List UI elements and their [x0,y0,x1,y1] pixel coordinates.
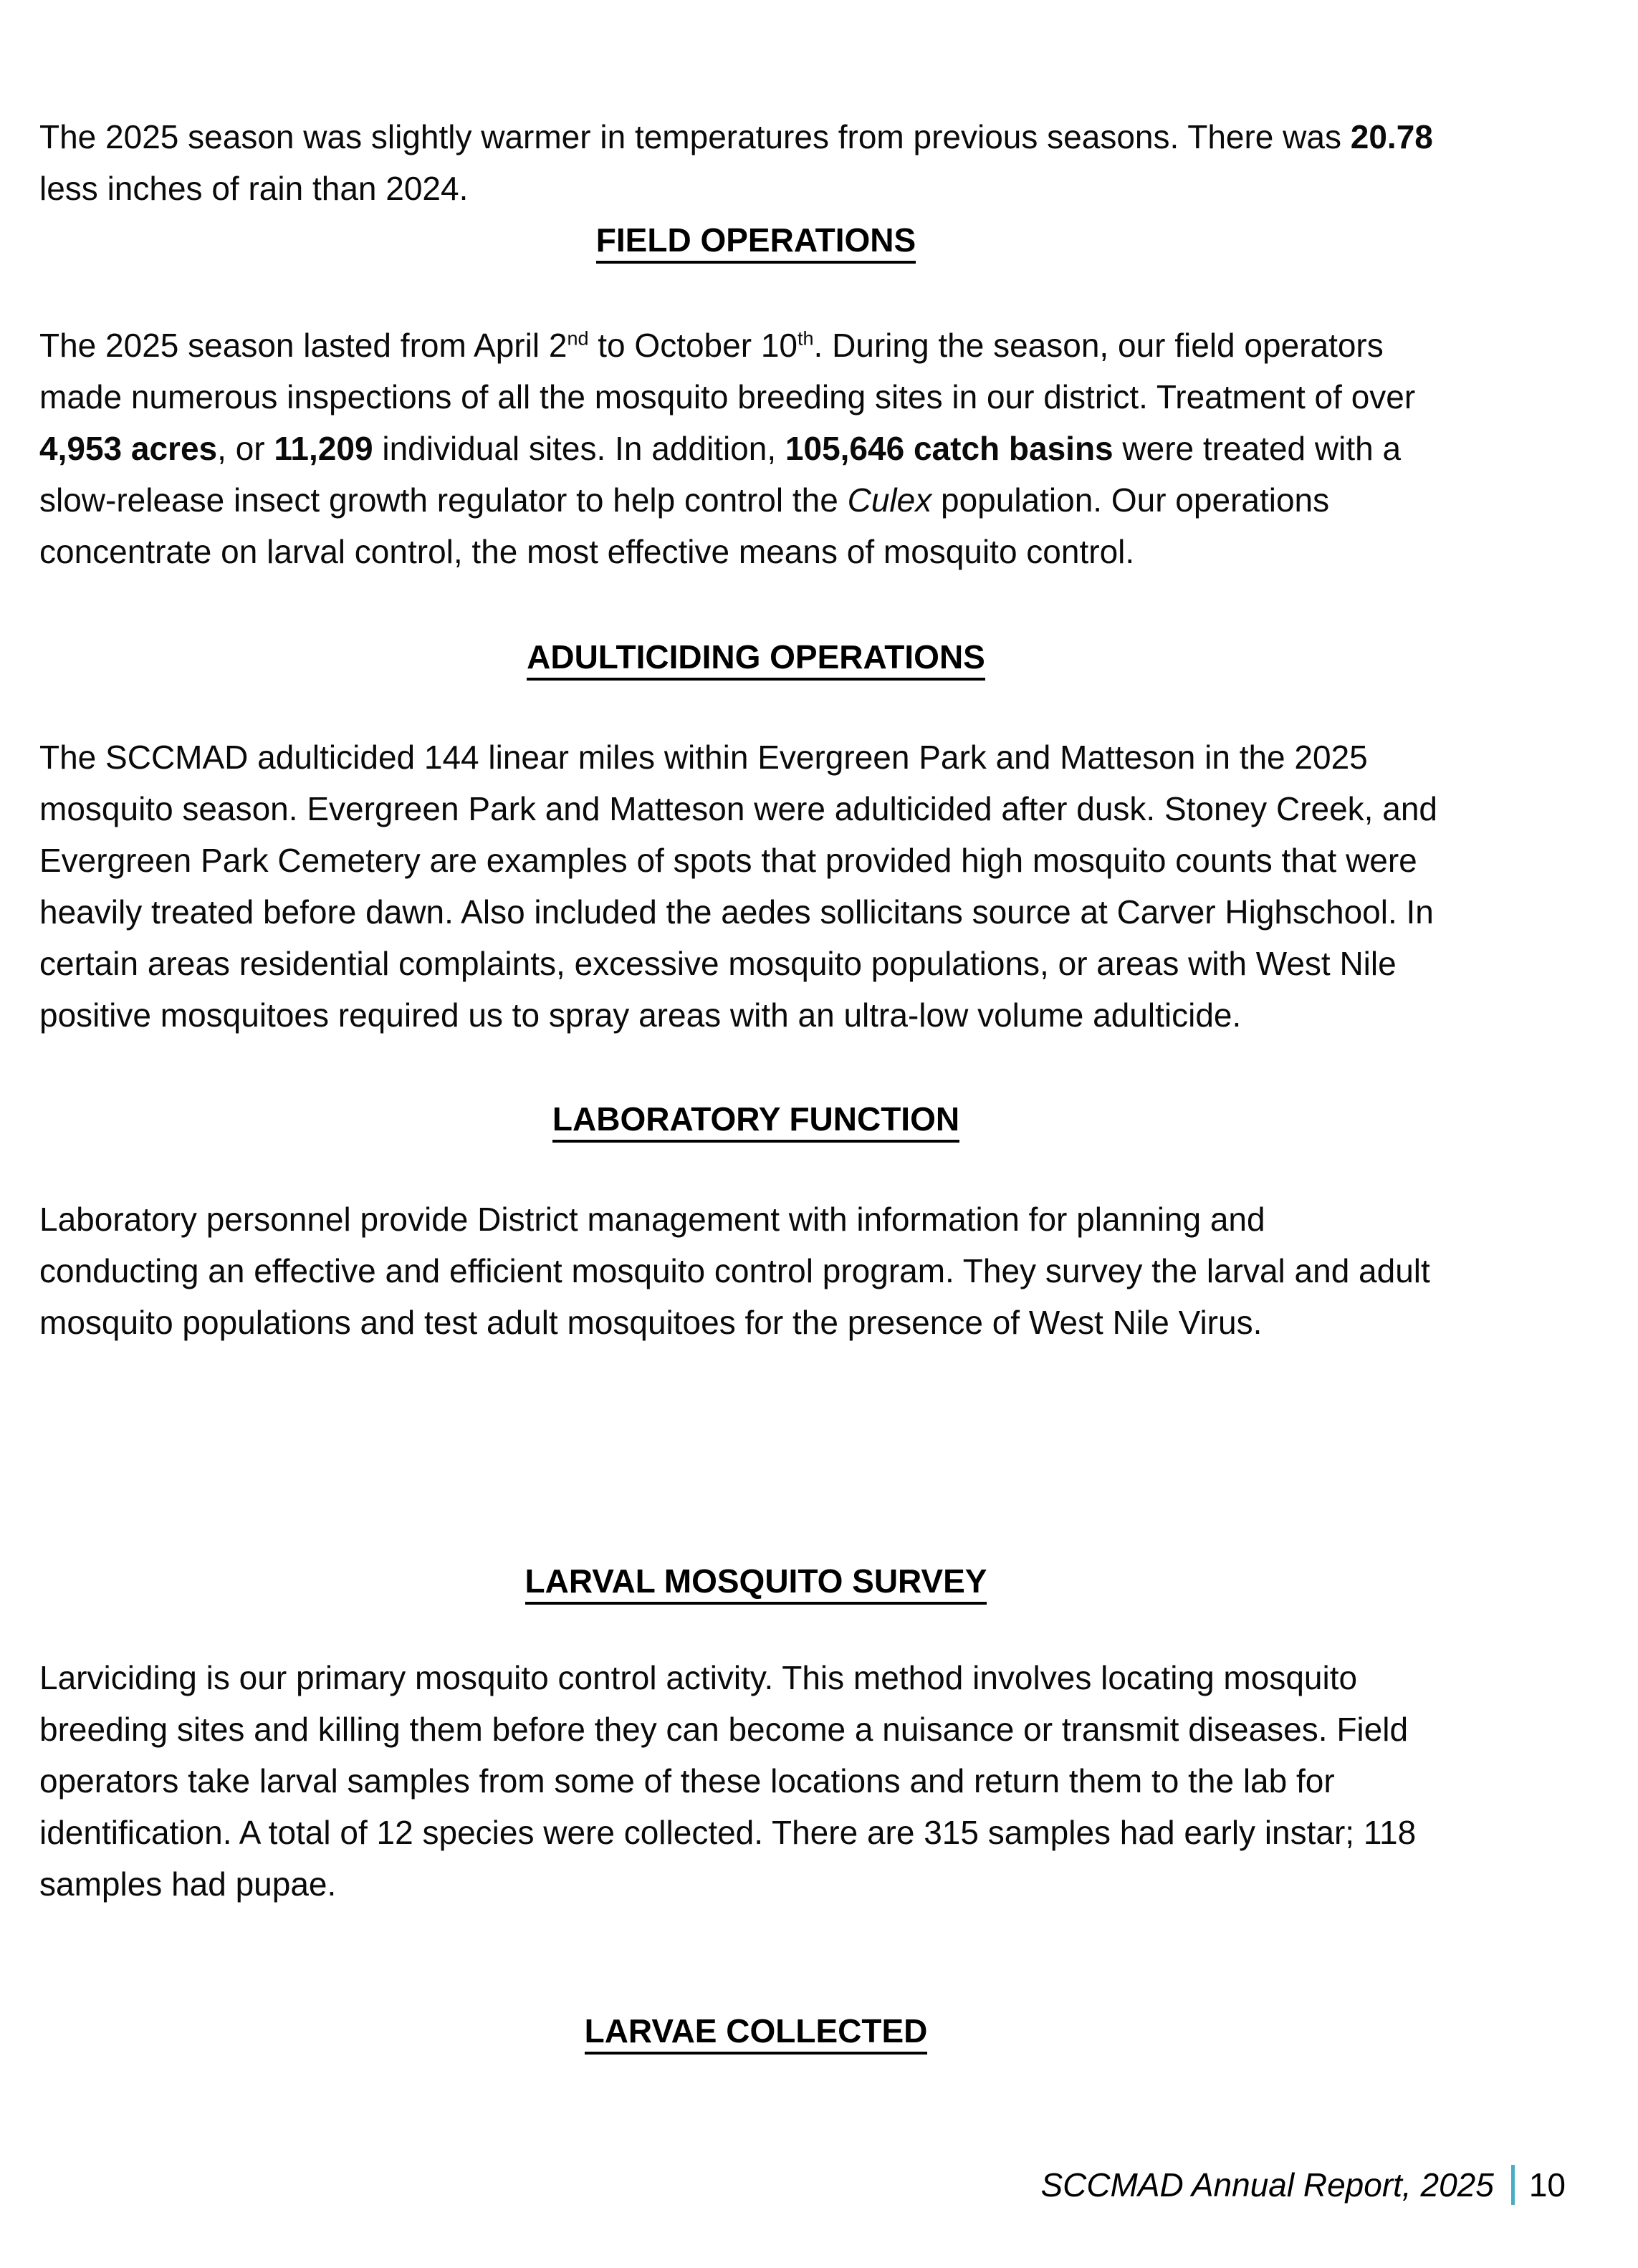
footer-separator-bar [1511,2165,1515,2205]
field-ops-text: . During the season, our field operators made numerous inspections of all the mosquito breeding sites in our district. Treatment of over [39,327,1416,415]
heading-larval-mosquito-survey: LARVAL MOSQUITO SURVEY [39,1555,1472,1607]
footer-page-number: 10 [1528,2166,1566,2204]
field-ops-text: population. Our operations concentrate on larval control, the most effective means of mosquito control. [39,481,1330,570]
heading-larvae-collected: LARVAE COLLECTED [39,2005,1472,2057]
field-operations-paragraph [39,319,1472,577]
laboratory-text: Laboratory personnel provide District management with information for planning and [39,1201,1265,1238]
page-footer [39,2159,1566,2211]
larval-survey-paragraph: Larviciding is our primary mosquito control activity. This method involves locating mosquito breeding sites and killing them before they can become a nuisance or transmit diseases. Field operators take larval samples from some of these locations and return them to the lab for identification. A total of 12 species were collected. There are 315 samples had early instar; 118 samples had pupae. [39,1659,1417,1903]
heading-laboratory-function: LABORATORY FUNCTION [39,1093,1472,1145]
footer-report-title: SCCMAD Annual Report, 2025 [1040,2166,1494,2204]
field-ops-text: were treated with a slow-release insect growth regulator to help control the [39,430,1402,519]
heading-field-operations: FIELD OPERATIONS [39,214,1472,266]
field-ops-text: The 2025 season lasted from April 2 [39,327,567,364]
catch-basins-value: 105,646 catch basins [785,430,1113,467]
intro-text-end: less inches of rain than 2024. [39,170,469,207]
intro-paragraph [39,111,1472,214]
acres-treated-value: 4,953 acres [39,430,218,467]
laboratory-paragraph [39,1193,1472,1348]
ordinal-superscript: nd [567,327,589,350]
laboratory-text: conducting an effective and efficient mosquito control program. They survey the larval and adult mosquito populations and test adult mosquitoes for the presence of West Nile Virus. [39,1252,1430,1341]
intro-rainfall-value: 20.78 [1350,118,1433,155]
field-ops-text: , or [217,430,274,467]
adulticiding-paragraph: The SCCMAD adulticided 144 linear miles within Evergreen Park and Matteson in the 2025 mosquito season. Evergreen Park and Matteson were adulticided after dusk. Stoney Creek, and Evergreen Park Cemetery are examples of spots that provided high mosquito counts that were heavily treated before dawn. Also included the aedes sollicitans source at Carver Highschool. In certain areas residential complaints, excessive mosquito populations, or areas with West Nile positive mosquitoes required us to spray areas with an ultra-low volume adulticide. [39,739,1437,1034]
field-ops-text: individual sites. In addition, [373,430,785,467]
ordinal-superscript: th [797,327,814,350]
intro-text: The 2025 season was slightly warmer in temperatures from previous seasons. There was [39,118,1351,155]
species-name-culex: Culex [847,481,932,519]
field-ops-text: to October 10 [588,327,798,364]
heading-adulticiding-operations: ADULTICIDING OPERATIONS [39,631,1472,683]
individual-sites-value: 11,209 [274,430,373,467]
